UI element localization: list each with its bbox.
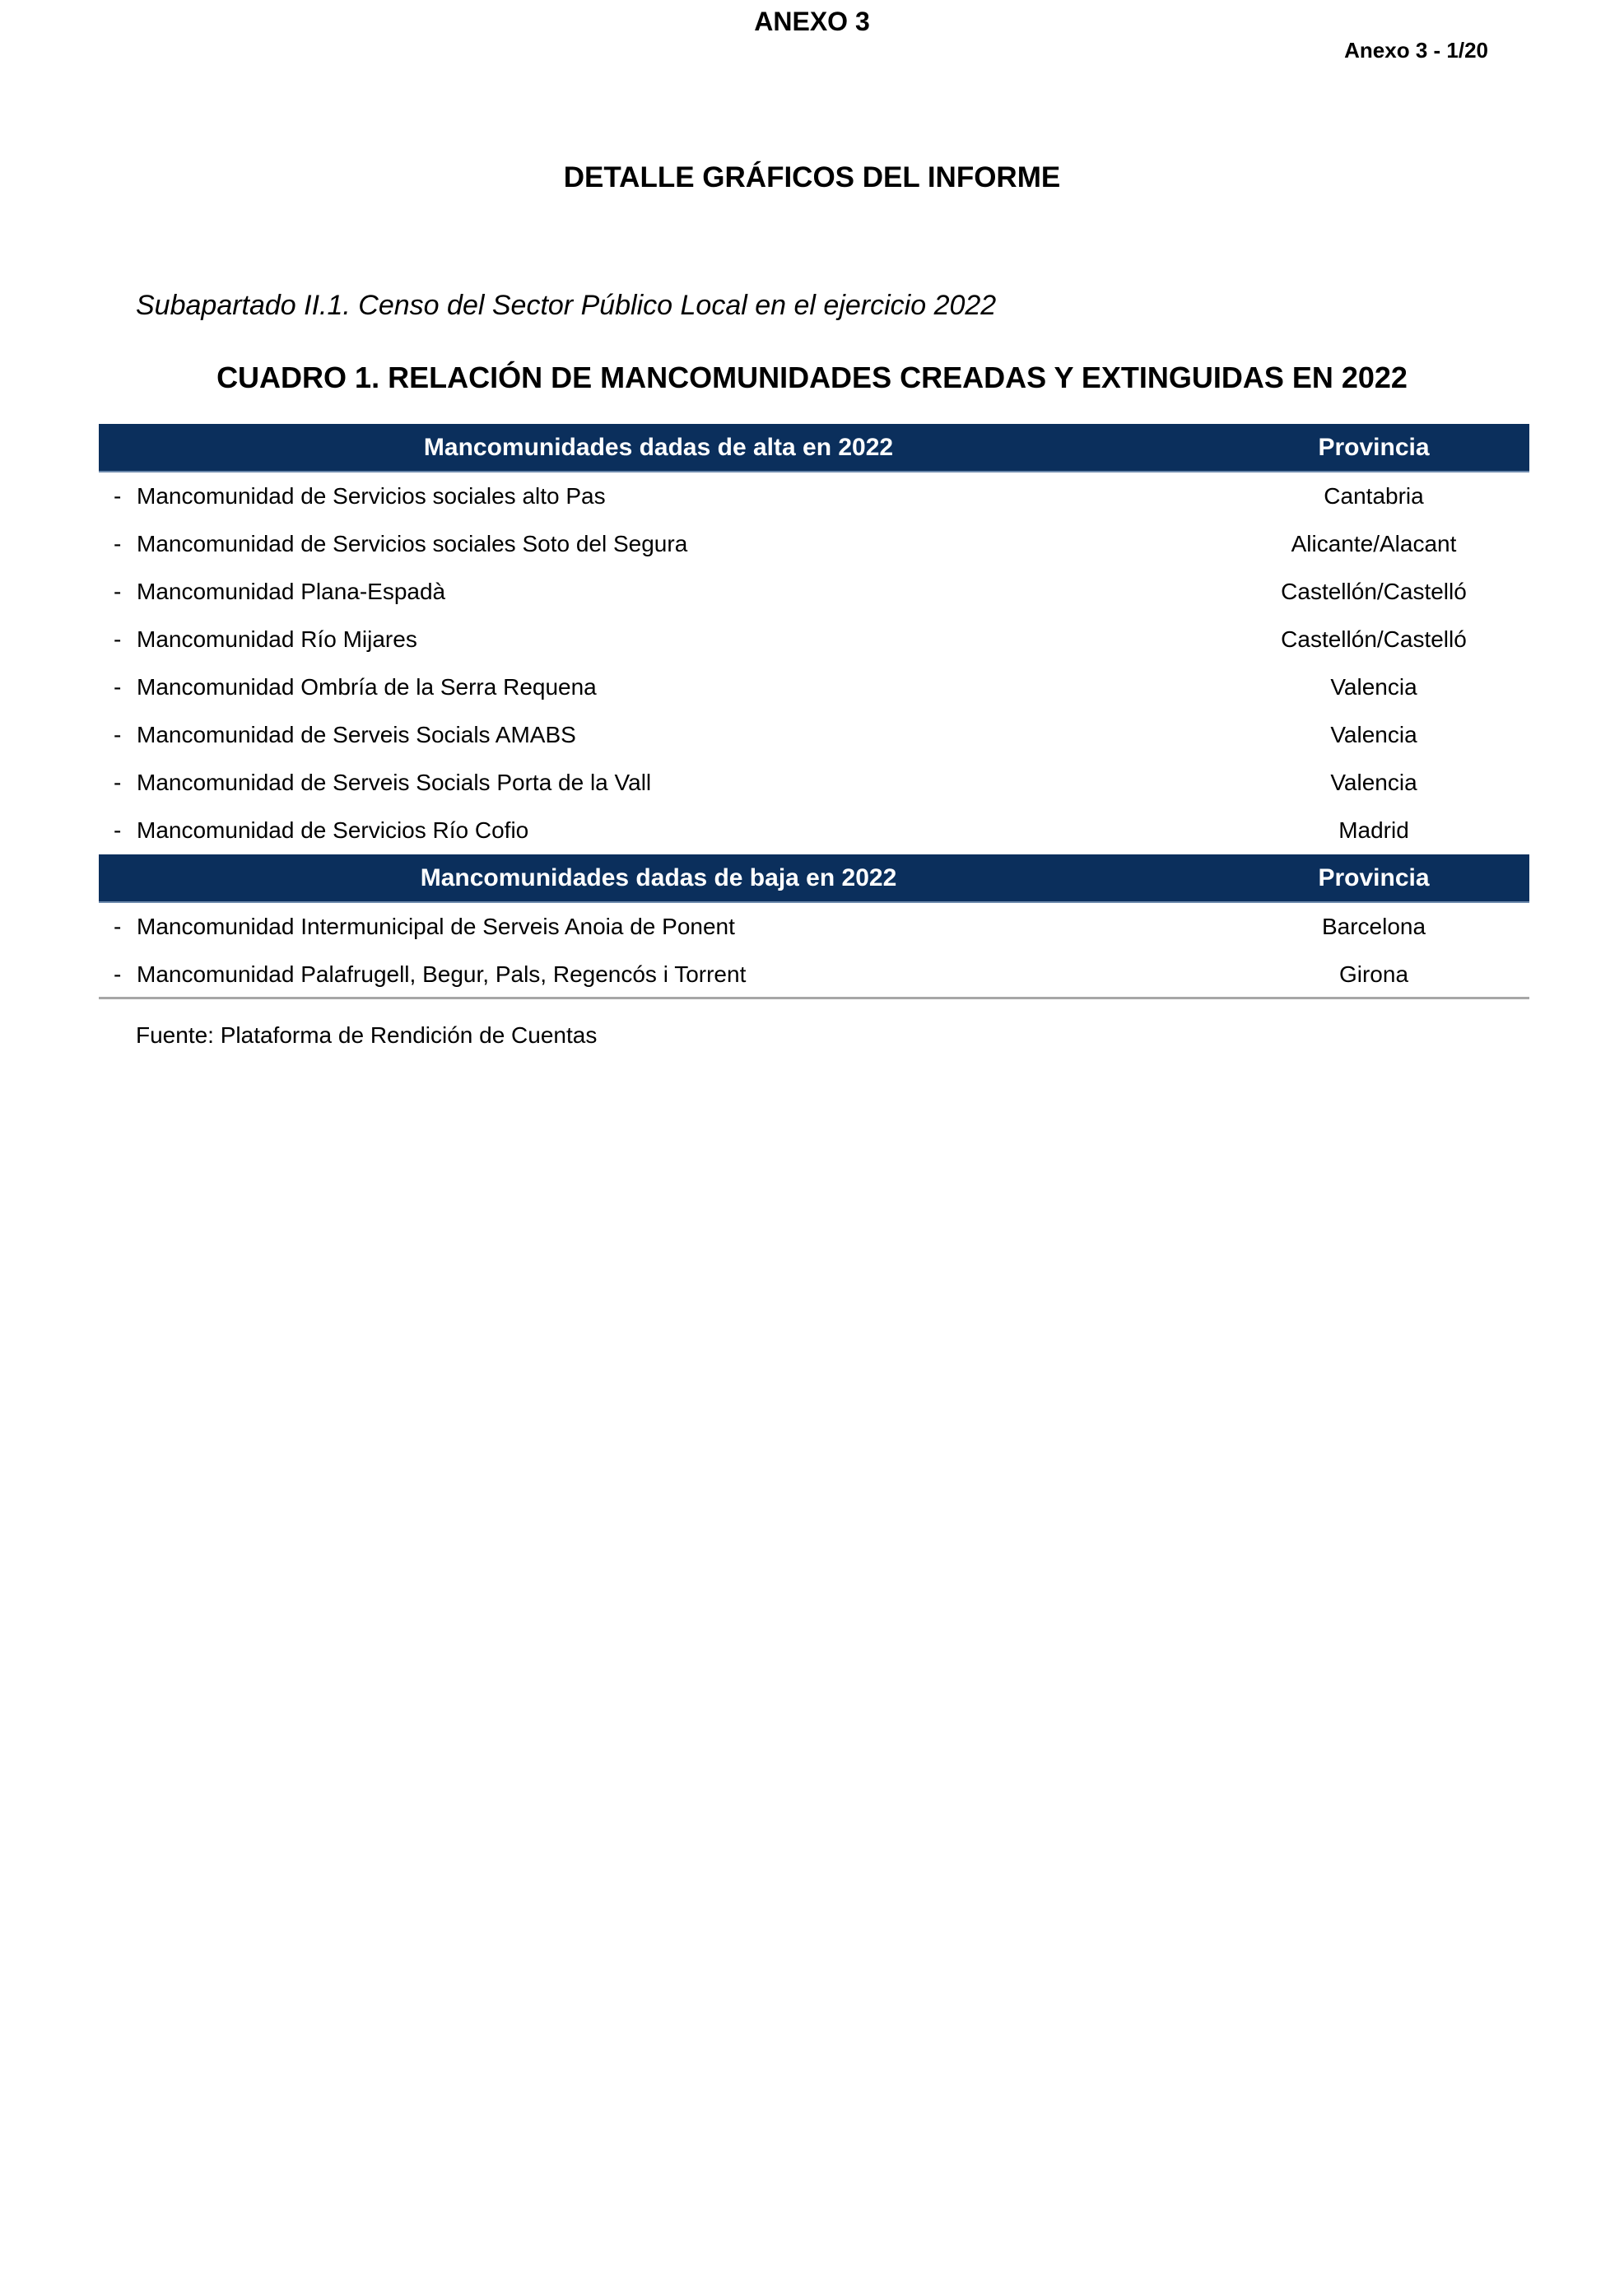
province-value: Barcelona: [1321, 914, 1426, 939]
row-dash-marker: -: [114, 961, 122, 987]
province-value: Valencia: [1330, 674, 1417, 700]
section-header-province-column: Provincia: [1318, 433, 1430, 461]
table-section-header: [99, 424, 1529, 472]
source-note: Fuente: Plataforma de Rendición de Cuentas: [136, 1022, 598, 1048]
row-dash-marker: -: [114, 817, 122, 843]
province-value: Madrid: [1338, 817, 1409, 843]
table-row: [99, 663, 1529, 711]
table-row: [99, 807, 1529, 854]
province-value: Valencia: [1330, 722, 1417, 747]
mancomunidad-name: Mancomunidad de Servicios sociales Soto del Segura: [137, 531, 688, 556]
section-header-province-column: Provincia: [1318, 863, 1430, 891]
table-row: [99, 568, 1529, 616]
mancomunidad-name: Mancomunidad Intermunicipal de Serveis Anoia de Ponent: [137, 914, 735, 939]
table-row: [99, 951, 1529, 998]
row-dash-marker: -: [114, 770, 122, 795]
mancomunidades-table: [99, 424, 1529, 998]
table-title: CUADRO 1. RELACIÓN DE MANCOMUNIDADES CREADAS Y EXTINGUIDAS EN 2022: [216, 361, 1408, 394]
section-header-name-column: Mancomunidades dadas de alta en 2022: [423, 433, 894, 461]
mancomunidad-name: Mancomunidad de Serveis Socials AMABS: [137, 722, 576, 747]
mancomunidad-name: Mancomunidad de Servicios sociales alto Pas: [137, 483, 606, 509]
mancomunidad-name: Mancomunidad de Servicios Río Cofio: [137, 817, 529, 843]
mancomunidad-name: Mancomunidad Río Mijares: [137, 626, 417, 652]
table-row: [99, 711, 1529, 759]
row-dash-marker: -: [114, 531, 122, 556]
page-number: Anexo 3 - 1/20: [1344, 38, 1488, 63]
section-subtitle: Subapartado II.1. Censo del Sector Público Local en el ejercicio 2022: [136, 290, 997, 321]
row-dash-marker: -: [114, 483, 122, 509]
table-row: [99, 903, 1529, 951]
table-bottom-divider: [99, 997, 1529, 999]
annex-heading: ANEXO 3: [754, 7, 870, 36]
table-row: [99, 472, 1529, 520]
row-dash-marker: -: [114, 722, 122, 747]
province-value: Girona: [1338, 961, 1409, 987]
row-dash-marker: -: [114, 579, 122, 604]
province-value: Castellón/Castelló: [1281, 626, 1467, 652]
row-dash-marker: -: [114, 914, 122, 939]
mancomunidad-name: Mancomunidad de Serveis Socials Porta de la Vall: [137, 770, 652, 795]
table-section-header: [99, 854, 1529, 903]
province-value: Valencia: [1330, 770, 1417, 795]
mancomunidad-name: Mancomunidad Ombría de la Serra Requena: [137, 674, 597, 700]
mancomunidad-name: Mancomunidad Plana-Espadà: [137, 579, 446, 604]
row-dash-marker: -: [114, 626, 122, 652]
report-title: DETALLE GRÁFICOS DEL INFORME: [563, 161, 1061, 193]
province-value: Cantabria: [1324, 483, 1424, 509]
table-row: [99, 520, 1529, 568]
mancomunidad-name: Mancomunidad Palafrugell, Begur, Pals, Regencós i Torrent: [137, 961, 747, 987]
section-header-name-column: Mancomunidades dadas de baja en 2022: [420, 863, 897, 891]
province-value: Castellón/Castelló: [1281, 579, 1467, 604]
table-row: [99, 616, 1529, 663]
table-row: [99, 759, 1529, 807]
province-value: Alicante/Alacant: [1291, 531, 1457, 556]
row-dash-marker: -: [114, 674, 122, 700]
